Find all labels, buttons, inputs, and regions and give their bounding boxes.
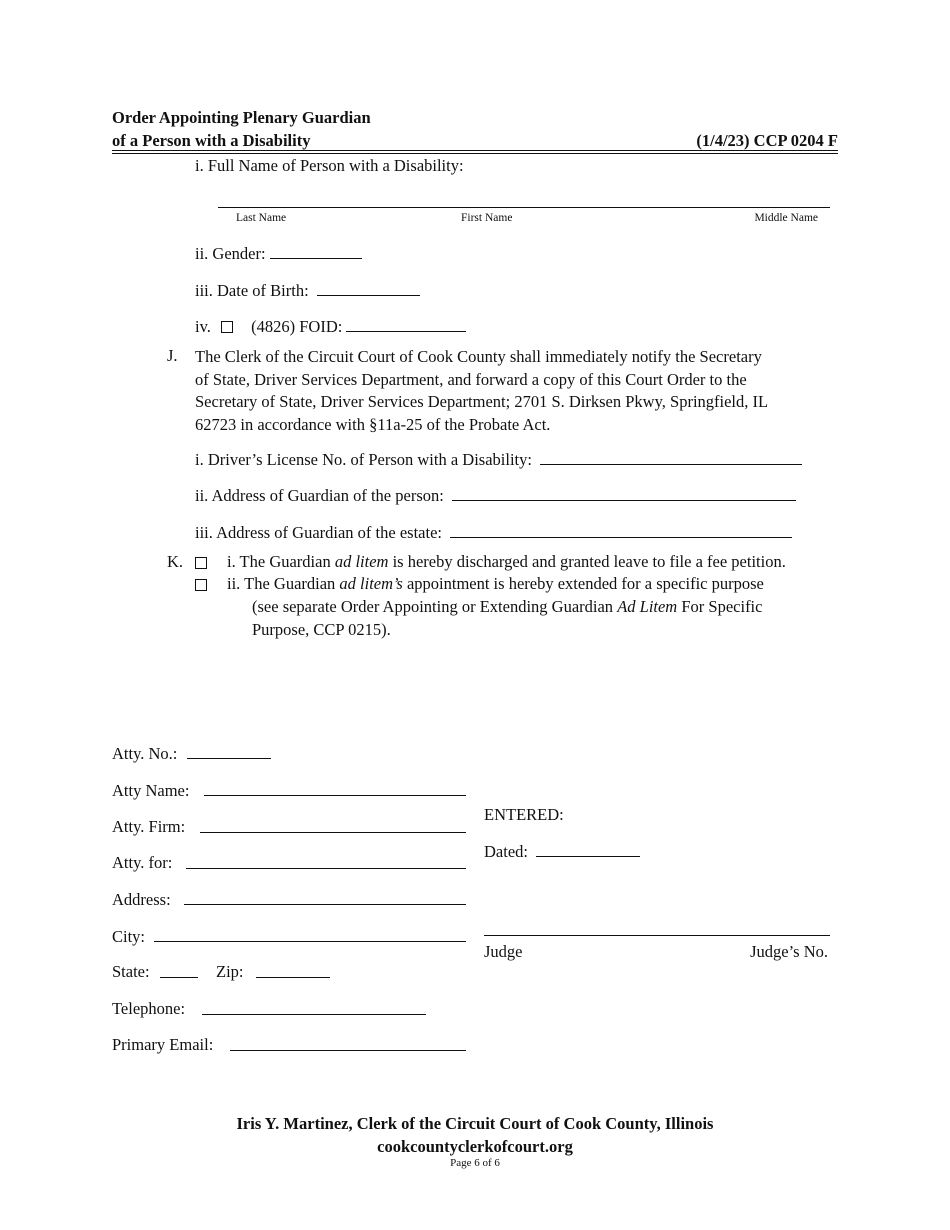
form-title-line1: Order Appointing Plenary Guardian (112, 108, 371, 127)
atty-no-field[interactable] (187, 744, 271, 759)
last-name-caption: Last Name (236, 212, 287, 224)
license-row (195, 450, 802, 470)
guardian-person-row (195, 486, 796, 506)
zip-label: Zip: (216, 962, 244, 981)
gal-discharge-suffix: is hereby discharged and granted leave to file a fee petition. (392, 552, 786, 571)
city-field[interactable] (154, 941, 466, 942)
zip-field[interactable] (256, 977, 330, 978)
full-name-field[interactable] (218, 207, 830, 208)
guardian-estate-label: iii. Address of Guardian of the estate: (195, 523, 442, 542)
gender-label: ii. Gender: (195, 244, 266, 263)
gal-extend-prefix: ii. The Guardian (227, 574, 336, 593)
full-name-label: i. Full Name of Person with a Disability: (195, 156, 464, 175)
atty-name-field[interactable] (204, 795, 466, 796)
gal-extend-line2-suffix: For Specific (681, 597, 763, 616)
middle-name-caption: Middle Name (754, 212, 818, 224)
header-rule-bottom (112, 153, 838, 154)
gender-row (195, 244, 362, 264)
page-number: Page 6 of 6 (450, 1157, 500, 1169)
dated-label: Dated: (484, 842, 528, 861)
atty-no-row (112, 744, 271, 764)
judge-no-label: Judge’s No. (750, 942, 828, 961)
first-name-caption: First Name (461, 212, 513, 224)
city-label: City: (112, 927, 146, 946)
dob-label: iii. Date of Birth: (195, 281, 309, 300)
footer-website[interactable]: cookcountyclerkofcourt.org (377, 1137, 573, 1156)
section-j-letter: J. (167, 346, 178, 365)
gal-discharge-italic: ad litem (334, 552, 389, 571)
gal-extend-line2-prefix: (see separate Order Appointing or Extending Guardian (252, 597, 614, 616)
judge-label: Judge (484, 942, 523, 961)
section-j-line4: 62723 in accordance with §11a-25 of the Probate Act. (195, 414, 551, 434)
atty-firm-field[interactable] (200, 832, 466, 833)
gal-extend-checkbox[interactable] (195, 579, 207, 591)
header-rule-top (112, 150, 838, 151)
atty-no-label: Atty. No.: (112, 744, 178, 763)
form-title-line2: of a Person with a Disability (112, 131, 311, 150)
entered-label: ENTERED: (484, 805, 564, 824)
address-field[interactable] (184, 904, 466, 905)
dob-row (195, 281, 420, 301)
telephone-field[interactable] (202, 1014, 426, 1015)
atty-name-label: Atty Name: (112, 781, 190, 800)
dated-row (484, 842, 640, 862)
judge-signature-line[interactable] (484, 935, 830, 936)
state-field[interactable] (160, 977, 198, 978)
section-j-line1: The Clerk of the Circuit Court of Cook County shall immediately notify the Secretary (195, 347, 762, 366)
foid-checkbox[interactable] (221, 321, 233, 333)
gal-extend-line2-italic: Ad Litem (617, 597, 678, 616)
gal-extend-line2 (252, 597, 762, 617)
form-code: (1/4/23) CCP 0204 F (696, 131, 838, 150)
gal-extend-line1 (227, 574, 764, 594)
gal-extend-suffix: appointment is hereby extended for a specific purpose (406, 574, 764, 593)
address-label: Address: (112, 890, 171, 909)
section-j-line3: Secretary of State, Driver Services Department; 2701 S. Dirksen Pkwy, Springfield, IL (195, 392, 769, 411)
license-field[interactable] (540, 450, 802, 465)
gender-field[interactable] (270, 244, 362, 259)
atty-for-label: Atty. for: (112, 853, 173, 872)
foid-prefix: iv. (195, 317, 211, 336)
dated-field[interactable] (536, 842, 640, 857)
section-j-line2: of State, Driver Services Department, and forward a copy of this Court Order to the (195, 369, 747, 389)
license-label: i. Driver’s License No. of Person with a Disability: (195, 450, 532, 469)
guardian-estate-field[interactable] (450, 523, 792, 538)
guardian-estate-row (195, 523, 792, 543)
section-k-letter: K. (167, 552, 184, 571)
email-field[interactable] (230, 1050, 466, 1051)
guardian-person-field[interactable] (452, 486, 796, 501)
atty-for-field[interactable] (186, 868, 466, 869)
foid-row (195, 317, 466, 337)
gal-extend-italic: ad litem’s (339, 574, 403, 593)
footer-clerk: Iris Y. Martinez, Clerk of the Circuit Court of Cook County, Illinois (236, 1114, 714, 1133)
section-j-paragraph (195, 346, 768, 436)
foid-label: (4826) FOID: (251, 317, 343, 336)
atty-firm-label: Atty. Firm: (112, 817, 186, 836)
gal-discharge-text (227, 552, 786, 572)
state-label: State: (112, 962, 150, 981)
guardian-person-label: ii. Address of Guardian of the person: (195, 486, 444, 505)
gal-discharge-checkbox[interactable] (195, 557, 207, 569)
foid-field[interactable] (346, 317, 466, 332)
dob-field[interactable] (317, 281, 420, 296)
gal-extend-line3: Purpose, CCP 0215). (252, 620, 391, 639)
telephone-label: Telephone: (112, 999, 186, 1018)
email-label: Primary Email: (112, 1035, 214, 1054)
gal-discharge-prefix: i. The Guardian (227, 552, 331, 571)
